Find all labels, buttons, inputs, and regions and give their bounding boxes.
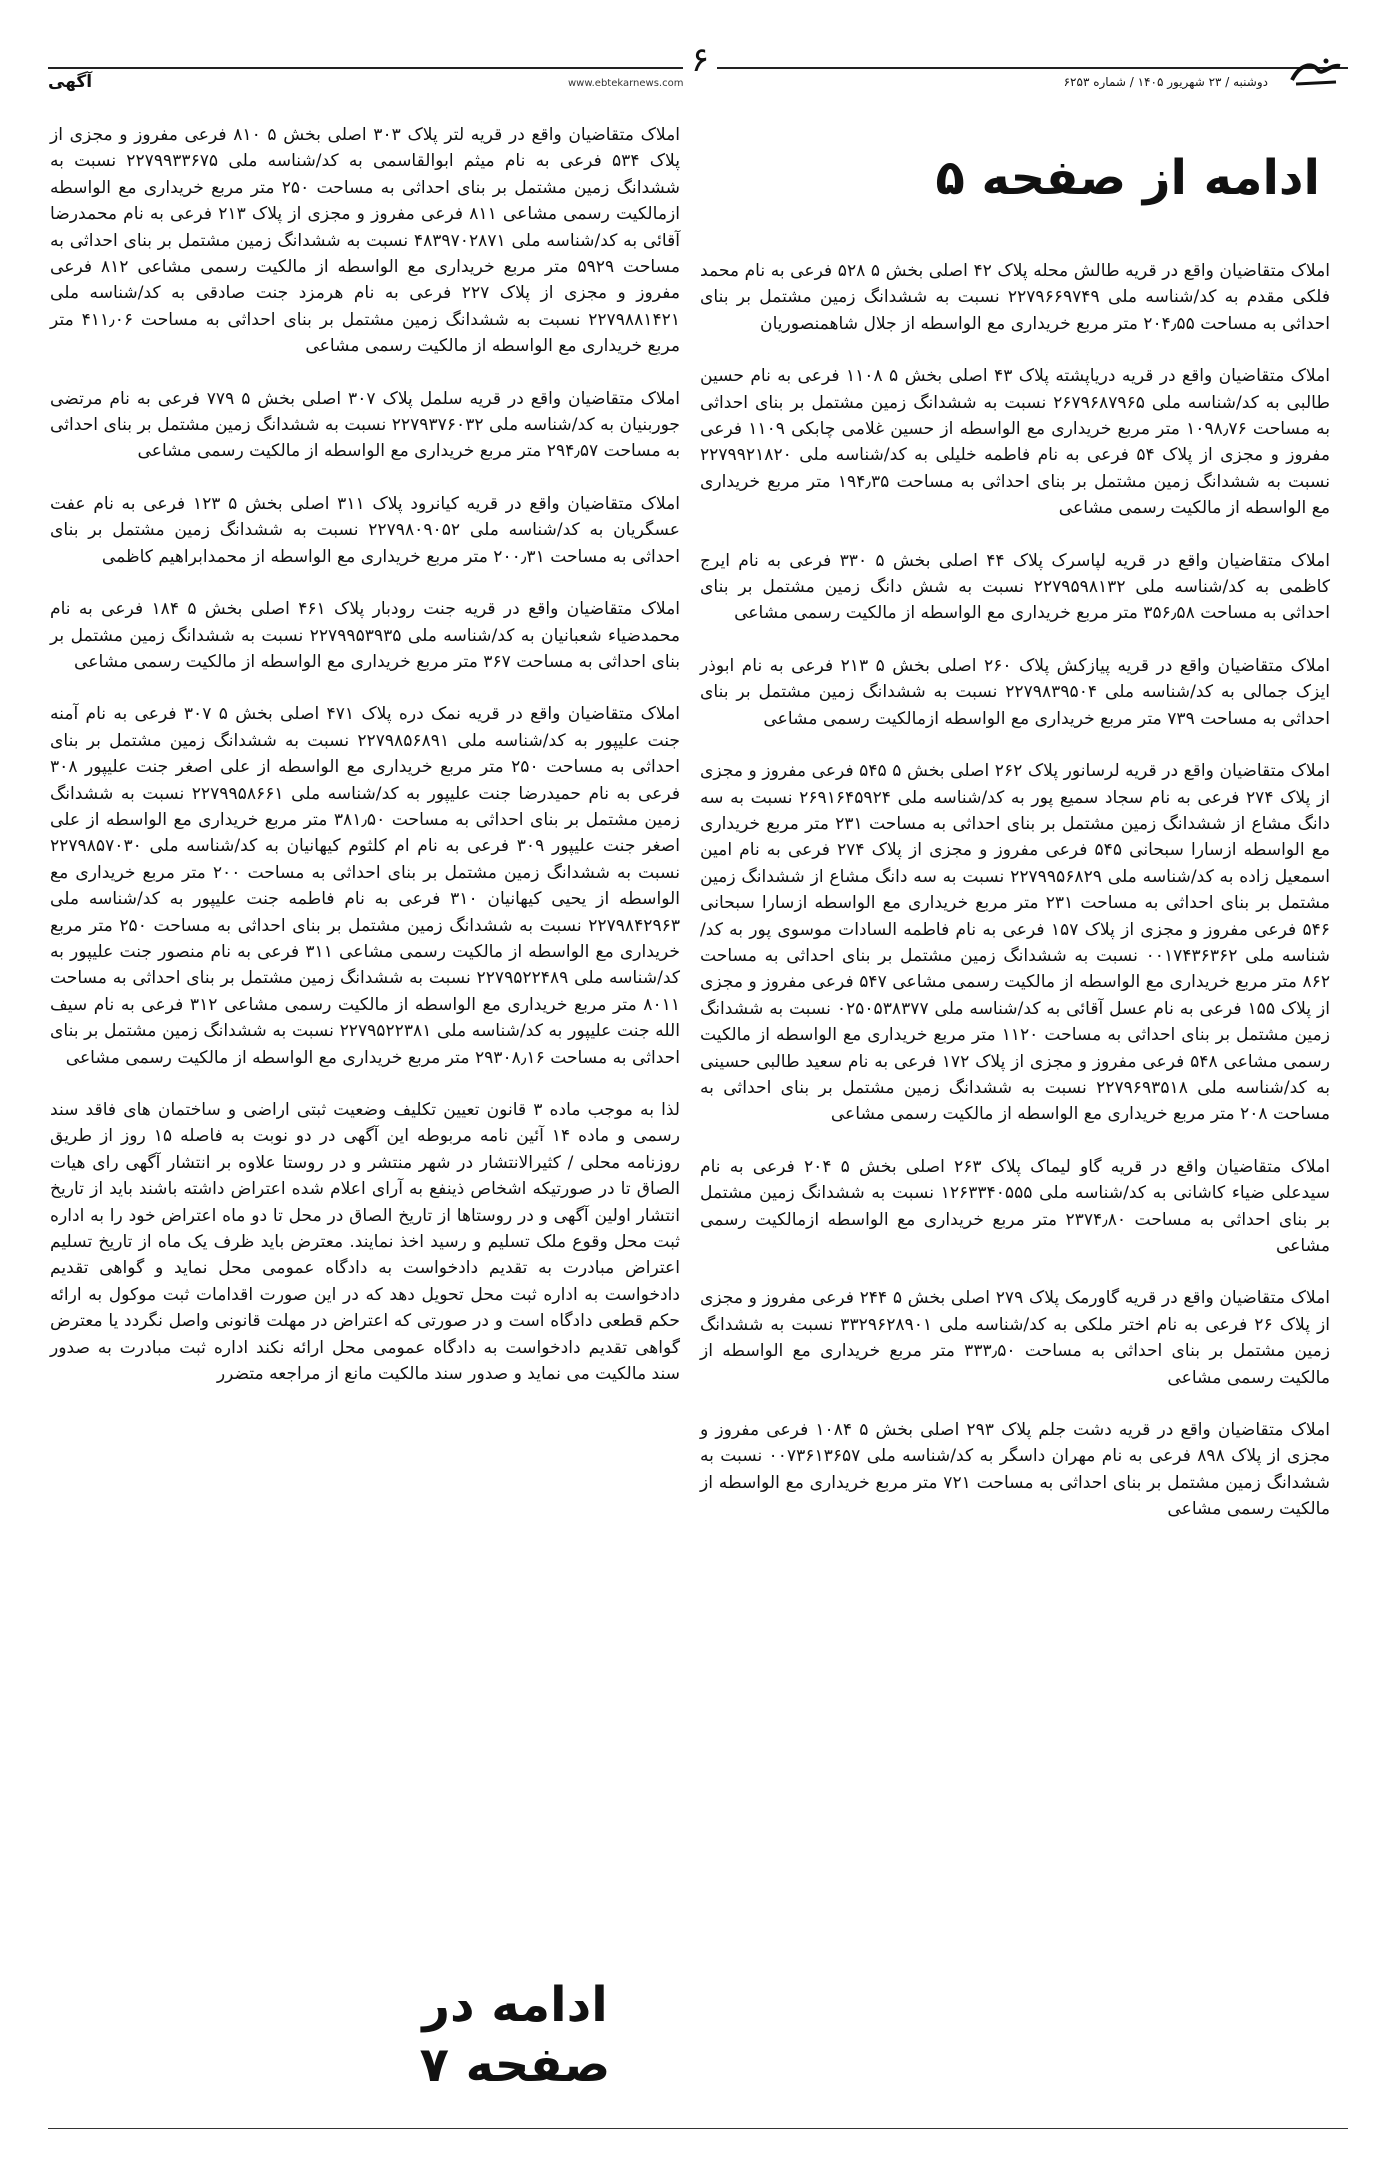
section-label: آگهی (48, 72, 93, 92)
right-column (700, 108, 1330, 1549)
continued-from-heading: ادامه از صفحه ۵ (935, 150, 1320, 206)
left-column (50, 122, 680, 1387)
notice-paragraph: املاک متقاضیان واقع در قریه دشت جلم پلاک ۲۹۳ اصلی بخش ۵ ۱۰۸۴ فرعی مفروز و مجزی از پلاک ۸۹۸ فرعی به نام مهران داسگر به کد/شناسه ملی ۰۰۷۳۶۱۳۶۵۷ نسبت به ششدانگ زمین مشتمل بر بنای احداثی به مساحت ۷۲۱ متر مربع خریداری مع الواسطه از مالکیت رسمی مشاعی (700, 1420, 1331, 1520)
notice-paragraph: املاک متقاضیان واقع در قریه گاورمک پلاک ۲۷۹ اصلی بخش ۵ ۲۴۴ فرعی مفروز و مجزی از پلاک ۲۶ فرعی به نام اختر ملکی به کد/شناسه ملی ۳۳۲۹۶۲۸۹۰۱ نسبت به ششدانگ زمین مشتمل بر بنای احداثی به مساحت ۳۳۳٫۵۰ متر مربع خریداری مع الواسطه از مالکیت رسمی مشاعی (700, 1288, 1330, 1388)
notice-paragraph: املاک متقاضیان واقع در قریه لپاسرک پلاک ۴۴ اصلی بخش ۵ ۳۳۰ فرعی به نام ایرج کاظمی به کد/شناسه ملی ۲۲۷۹۵۹۸۱۳۲ نسبت به شش دانگ زمین مشتمل بر بنای احداثی به مساحت ۳۵۶٫۵۸ متر مربع خریداری مع الواسطه از مالکیت رسمی مشاعی (700, 550, 1331, 624)
notice-paragraph: املاک متقاضیان واقع در قریه نمک دره پلاک ۴۷۱ اصلی بخش ۵ ۳۰۷ فرعی به نام آمنه جنت علیپور به کد/شناسه ملی ۲۲۷۹۸۵۶۸۹۱ نسبت به ششدانگ زمین مشتمل بر بنای احداثی به مساحت ۲۵۰ متر مربع خریداری مع الواسطه از علی اصغر جنت علیپور ۳۰۸ فرعی به نام حمیدرضا جنت علیپور به کد/شناسه ملی ۲۲۷۹۹۵۸۶۶۱ نسبت به ششدانگ زمین مشتمل بر بنای احداثی به مساحت ۳۸۱٫۵۰ متر مربع خریداری مع الواسطه از علی اصغر جنت علیپور ۳۰۹ فرعی به نام ام کلثوم کیهانیان به کد/شناسه ملی ۲۲۷۹۸۵۷۰۳۰ نسبت به ششدانگ زمین مشتمل بر بنای احداثی به مساحت ۲۰۰ متر مربع خریداری مع الواسطه از یحیی کیهانیان ۳۱۰ فرعی به نام فاطمه جنت علیپور به کد/شناسه ملی ۲۲۷۹۸۴۲۹۶۳ نسبت به ششدانگ زمین مشتمل بر بنای احداثی به مساحت ۲۵۰ متر مربع خریداری مع الواسطه از مالکیت رسمی مشاعی ۳۱۱ فرعی به نام منصور جنت علیپور به کد/شناسه ملی ۲۲۷۹۵۲۲۴۸۹ نسبت به ششدانگ زمین مشتمل بر بنای احداثی به مساحت ۸۰۱۱ متر مربع خریداری مع الواسطه از مالکیت رسمی مشاعی ۳۱۲ فرعی به نام سیف الله جنت علیپور به کد/شناسه ملی ۲۲۷۹۵۲۲۳۸۱ نسبت به ششدانگ زمین مشتمل بر بنای احداثی به مساحت ۲۹۳۰۸٫۱۶ متر مربع خریداری مع الواسطه از مالکیت رسمی مشاعی (50, 704, 681, 1068)
notice-paragraph: املاک متقاضیان واقع در قریه لتر پلاک ۳۰۳ اصلی بخش ۵ ۸۱۰ فرعی مفروز و مجزی از پلاک ۵۳۴ فرعی به نام میثم ابوالقاسمی به کد/شناسه ملی ۲۲۷۹۹۳۳۶۷۵ نسبت به ششدانگ زمین مشتمل بر بنای احداثی به مساحت ۲۵۰ متر مربع خریداری مع الواسطه ازمالکیت رسمی مشاعی ۸۱۱ فرعی مفروز و مجزی از پلاک ۲۱۳ فرعی به نام محمدرضا آقائی به کد/شناسه ملی ۴۸۳۹۷۰۲۸۷۱ نسبت به ششدانگ زمین مشتمل بر بنای احداثی به مساحت ۵۹۲۹ متر مربع خریداری مع الواسطه از مالکیت رسمی مشاعی ۸۱۲ فرعی مفروز و مجزی از پلاک ۲۲۷ فرعی به نام هرمزد جنت صادقی به کد/شناسه ملی ۲۲۷۹۸۸۱۴۲۱ نسبت به ششدانگ زمین مشتمل بر بنای احداثی به مساحت ۴۱۱٫۰۶ متر مربع خریداری مع الواسطه از مالکیت رسمی مشاعی (50, 125, 681, 357)
bottom-rule (48, 2128, 1348, 2129)
website-url[interactable]: www.ebtekarnews.com (568, 78, 684, 89)
newspaper-logo (1286, 56, 1348, 90)
issue-dateline: دوشنبه / ۲۳ شهریور ۱۴۰۵ / شماره ۶۲۵۳ (1063, 75, 1268, 89)
notice-paragraph: املاک متقاضیان واقع در قریه دریاپشته پلاک ۴۳ اصلی بخش ۵ ۱۱۰۸ فرعی به نام حسین طالبی به کد/شناسه ملی ۲۶۷۹۶۸۷۹۶۵ نسبت به ششدانگ زمین مشتمل بر بنای احداثی به مساحت ۱۰۹۸٫۷۶ متر مربع خریداری مع الواسطه از حسین غلامی چابکی ۱۱۰۹ فرعی مفروز و مجزی از پلاک ۵۴ فرعی به نام فاطمه خلیلی به کد/شناسه ملی ۲۲۷۹۹۲۱۸۲۰ نسبت به ششدانگ زمین مشتمل بر بنای احداثی به مساحت ۱۹۴٫۳۵ متر مربع خریداری مع الواسطه از مالکیت رسمی مشاعی (700, 366, 1330, 519)
page-number: ۶ (683, 40, 717, 80)
notice-paragraph: املاک متقاضیان واقع در قریه گاو لیماک پلاک ۲۶۳ اصلی بخش ۵ ۲۰۴ فرعی به نام سیدعلی ضیاء کاشانی به کد/شناسه ملی ۱۲۶۳۳۴۰۵۵۵ نسبت به ششدانگ زمین مشتمل بر بنای احداثی به مساحت ۲۳۷۴٫۸۰ متر مربع خریداری مع الواسطه ازمالکیت رسمی مشاعی (700, 1156, 1330, 1256)
notice-paragraph: املاک متقاضیان واقع در قریه طالش محله پلاک ۴۲ اصلی بخش ۵ ۵۲۸ فرعی به نام محمد فلکی مقدم به کد/شناسه ملی ۲۲۷۹۶۶۹۷۴۹ نسبت به ششدانگ زمین مشتمل بر بنای احداثی به مساحت ۲۰۴٫۵۵ متر مربع خریداری مع الواسطه از جلال شاهمنصوریان (700, 261, 1330, 334)
notice-paragraph: املاک متقاضیان واقع در قریه کیانرود پلاک ۳۱۱ اصلی بخش ۵ ۱۲۳ فرعی به نام عفت عسگریان به کد/شناسه ملی ۲۲۷۹۸۰۹۰۵۲ نسبت به ششدانگ زمین مشتمل بر بنای احداثی به مساحت ۲۰۰٫۳۱ متر مربع خریداری مع الواسطه از محمدابراهیم کاظمی (50, 493, 680, 567)
notice-paragraph: املاک متقاضیان واقع در قریه لرسانور پلاک ۲۶۲ اصلی بخش ۵ ۵۴۵ فرعی مفروز و مجزی از پلاک ۲۷۴ فرعی به نام سجاد سمیع پور به کد/شناسه ملی ۲۶۹۱۶۴۵۹۲۴ نسبت به سه دانگ مشاع از ششدانگ زمین مشتمل بر بنای احداثی به مساحت ۲۳۱ متر مربع خریداری مع الواسطه ازسارا سبحانی ۵۴۵ فرعی مفروز و مجزی از پلاک ۲۷۴ فرعی به نام امین اسمعیل زاده به کد/شناسه ملی ۲۲۷۹۹۵۶۸۲۹ نسبت به سه دانگ مشاع از ششدانگ زمین مشتمل بر بنای احداثی به مساحت ۲۳۱ متر مربع خریداری مع الواسطه ازسارا سبحانی ۵۴۶ فرعی مفروز و مجزی از پلاک ۱۵۷ فرعی به نام فاطمه السادات موسوی پور به کد/شناسه ملی ۰۰۱۷۴۳۶۳۶۲ نسبت به ششدانگ زمین مشتمل بر بنای احداثی به مساحت ۸۶۲ متر مربع خریداری مع الواسطه از مالکیت رسمی مشاعی ۵۴۷ فرعی مفروز و مجزی از پلاک ۱۵۵ فرعی به نام عسل آقائی به کد/شناسه ملی ۰۲۵۰۵۳۸۳۷۷ نسبت به ششدانگ زمین مشتمل بر بنای احداثی به مساحت ۱۱۲۰ متر مربع خریداری مع الواسطه از مالکیت رسمی مشاعی ۵۴۸ فرعی مفروز و مجزی از پلاک ۱۷۲ فرعی به نام سعید طالبی حسینی به کد/شناسه ملی ۲۲۷۹۶۹۳۵۱۸ نسبت به ششدانگ زمین مشتمل بر بنای احداثی به مساحت ۲۰۸ متر مربع خریداری مع الواسطه از مالکیت رسمی مشاعی (700, 761, 1330, 1125)
continued-to-heading: ادامه در صفحه ۷ (419, 1977, 611, 2093)
legal-conditions-paragraph: لذا به موجب ماده ۳ قانون تعیین تکلیف وضعیت ثبتی اراضی و ساختمان های فاقد سند رسمی و ماده ۱۴ آئین نامه مربوطه این آگهی در دو نوبت به فاصله ۱۵ روز از طریق روزنامه محلی / کثیرالانتشار در شهر منتشر و در روستا علاوه بر انتشار آگهی رای هیات الصاق تا در صورتیکه اشخاص ذینفع به آرای اعلام شده اعتراض داشته باشند باید از تاریخ انتشار اولین آگهی و در روستاها از تاریخ الصاق در محل تا دو ماه اعتراض خود را به اداره ثبت محل وقوع ملک تسلیم و رسید اخذ نمایند. معترض باید ظرف یک ماه از تاریخ تسلیم اعتراض مبادرت به تقدیم دادخواست به دادگاه عمومی محل نماید و گواهی تقدیم دادخواست به اداره ثبت محل تحویل دهد که در این صورت اقدامات ثبت موکول به ارائه حکم قطعی دادگاه است و در صورتی که اعتراض در مهلت قانونی واصل نگردد یا معترض گواهی تقدیم دادخواست به دادگاه عمومی محل ارائه نکند اداره ثبت مبادرت به صدور سند مالکیت می نماید و صدور سند مالکیت مانع از مراجعه متضرر (50, 1100, 680, 1385)
notice-paragraph: املاک متقاضیان واقع در قریه پیازکش پلاک ۲۶۰ اصلی بخش ۵ ۲۱۳ فرعی به نام ابوذر ایزک جمالی به کد/شناسه ملی ۲۲۷۹۸۳۹۵۰۴ نسبت به ششدانگ زمین مشتمل بر بنای احداثی به مساحت ۷۳۹ متر مربع خریداری مع الواسطه ازمالکیت رسمی مشاعی (700, 655, 1330, 729)
page-header (48, 40, 1348, 92)
notice-paragraph: املاک متقاضیان واقع در قریه جنت رودبار پلاک ۴۶۱ اصلی بخش ۵ ۱۸۴ فرعی به نام محمدضیاء شعبانیان به کد/شناسه ملی ۲۲۷۹۹۵۳۹۳۵ نسبت به ششدانگ زمین مشتمل بر بنای احداثی به مساحت ۳۶۷ متر مربع خریداری مع الواسطه از مالکیت رسمی مشاعی (50, 599, 680, 672)
notice-paragraph: املاک متقاضیان واقع در قریه سلمل پلاک ۳۰۷ اصلی بخش ۵ ۷۷۹ فرعی به نام مرتضی جوربنیان به کد/شناسه ملی ۲۲۷۹۳۷۶۰۳۲ نسبت به ششدانگ زمین مشتمل بر بنای احداثی به مساحت ۲۹۴٫۵۷ متر مربع خریداری مع الواسطه از مالکیت رسمی مشاعی (50, 388, 680, 462)
